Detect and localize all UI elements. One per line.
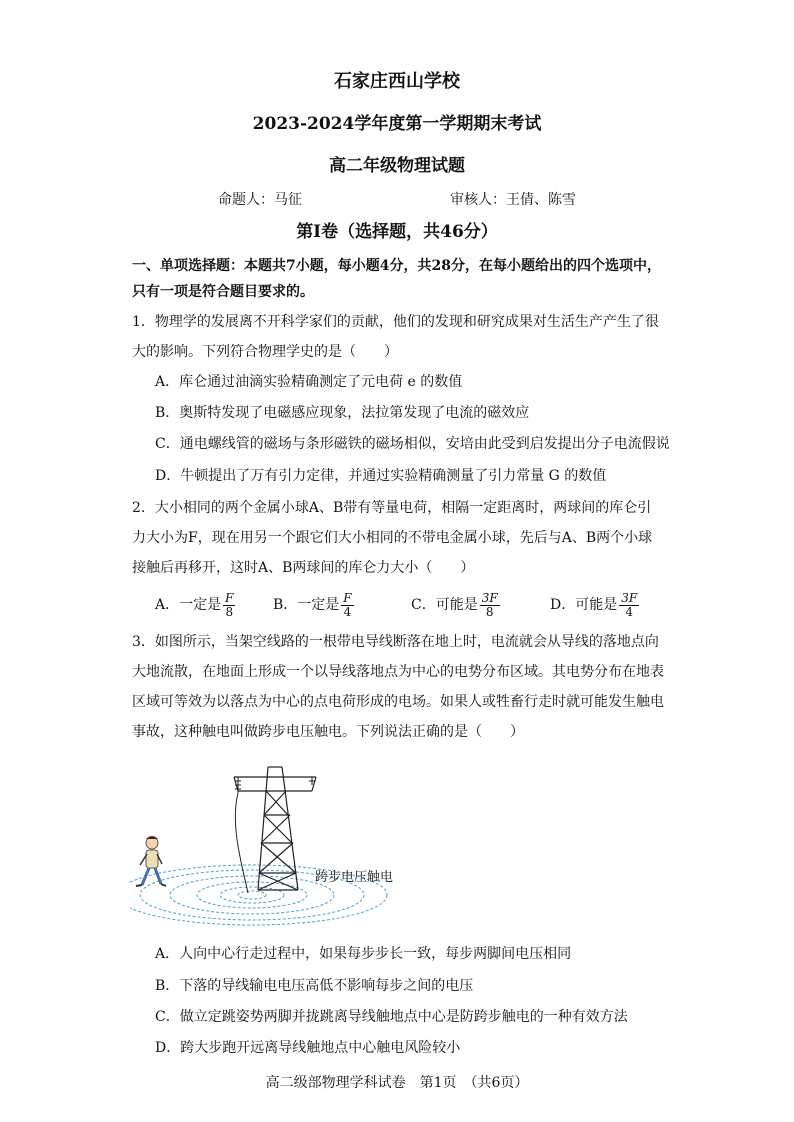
page-footer: 高二级部物理学科试卷 第1页 （共6页） bbox=[265, 1075, 529, 1091]
q2-options bbox=[155, 588, 655, 622]
q3-stem-line2: 大地流散，在地面上形成一个以导线落地点为中心的电势分布区域。其电势分布在地表 bbox=[132, 664, 664, 680]
q3-option-a: A．人向中心行走过程中，如果每步步长一致，每步两脚间电压相同 bbox=[155, 946, 572, 962]
q1-option-c: C．通电螺线管的磁场与条形磁铁的磁场相似，安培由此受到启发提出分子电流假说 bbox=[155, 436, 670, 452]
q2-option-d-fraction: $\frac{3F}{4}$ bbox=[621, 590, 638, 619]
q2-option-b-fraction: $\frac{F}{4}$ bbox=[343, 590, 352, 619]
figure-label: 跨步电压触电 bbox=[315, 870, 394, 885]
step-voltage-figure bbox=[130, 765, 400, 935]
q3-option-b: B．下落的导线输电电压高低不影响每步之间的电压 bbox=[155, 978, 474, 994]
reviewer-label: 审核人：王倩、陈雪 bbox=[450, 192, 576, 208]
q2-option-d: D．可能是 $\frac{3F}{4}$ bbox=[550, 590, 638, 619]
subject-title: 高二年级物理试题 bbox=[329, 156, 465, 176]
q1-option-d: D．牛顿提出了万有引力定律，并通过实验精确测量了引力常量 G 的数值 bbox=[155, 468, 607, 484]
q3-stem-line3: 区域可等效为以落点为中心的点电荷形成的电场。如果人或牲畜行走时就可能发生触电 bbox=[132, 694, 664, 710]
tower-icon bbox=[234, 767, 316, 890]
q2-option-a-fraction: $\frac{F}{8}$ bbox=[225, 590, 234, 619]
tower-illustration bbox=[130, 765, 400, 935]
section-instructions-1: 一、单项选择题：本题共7小题，每小题4分，共28分，在每小题给出的四个选项中， bbox=[132, 258, 661, 274]
q1-stem-line1: 1．物理学的发展离不开科学家们的贡献，他们的发现和研究成果对生活生产产生了很 bbox=[132, 314, 659, 330]
section-title: 第Ⅰ卷（选择题，共46分） bbox=[296, 222, 498, 242]
q2-option-b: B．一定是 $\frac{F}{4}$ bbox=[273, 590, 352, 619]
q1-option-b: B．奥斯特发现了电磁感应现象，法拉第发现了电流的磁效应 bbox=[155, 405, 530, 421]
q3-stem-line1: 3．如图所示，当架空线路的一根带电导线断落在地上时，电流就会从导线的落地点向 bbox=[132, 634, 659, 650]
q2-option-c: C．可能是 $\frac{3F}{8}$ bbox=[411, 590, 498, 619]
q1-stem-line2: 大的影响。下列符合物理学史的是（ ） bbox=[132, 344, 398, 360]
q2-stem-line2: 力大小为F，现在用另一个跟它们大小相同的不带电金属小球，先后与A、B两个小球 bbox=[132, 530, 653, 546]
school-name: 石家庄西山学校 bbox=[334, 71, 460, 92]
q3-option-c: C．做立定跳姿势两脚并拢跳离导线触地点中心是防跨步触电的一种有效方法 bbox=[155, 1009, 628, 1025]
q2-option-c-fraction: $\frac{3F}{8}$ bbox=[481, 590, 498, 619]
section-instructions-2: 只有一项是符合题目要求的。 bbox=[132, 284, 314, 300]
author-label: 命题人：马征 bbox=[218, 192, 302, 208]
fallen-wire bbox=[235, 793, 248, 893]
q2-stem-line3: 接触后再移开，这时A、B两球间的库仑力大小（ ） bbox=[132, 560, 475, 576]
q3-option-d: D．跨大步跑开远离导线触地点中心触电风险较小 bbox=[155, 1040, 461, 1056]
q2-stem-line1: 2．大小相同的两个金属小球A、B带有等量电荷，相隔一定距离时，两球间的库仑引 bbox=[132, 500, 652, 516]
q1-option-a: A．库仑通过油滴实验精确测定了元电荷 e 的数值 bbox=[155, 374, 463, 390]
exam-title: 2023-2024学年度第一学期期末考试 bbox=[252, 114, 542, 134]
q3-stem-line4: 事故，这种触电叫做跨步电压触电。下列说法正确的是（ ） bbox=[132, 724, 524, 740]
q2-option-a: A．一定是 $\frac{F}{8}$ bbox=[155, 590, 234, 619]
